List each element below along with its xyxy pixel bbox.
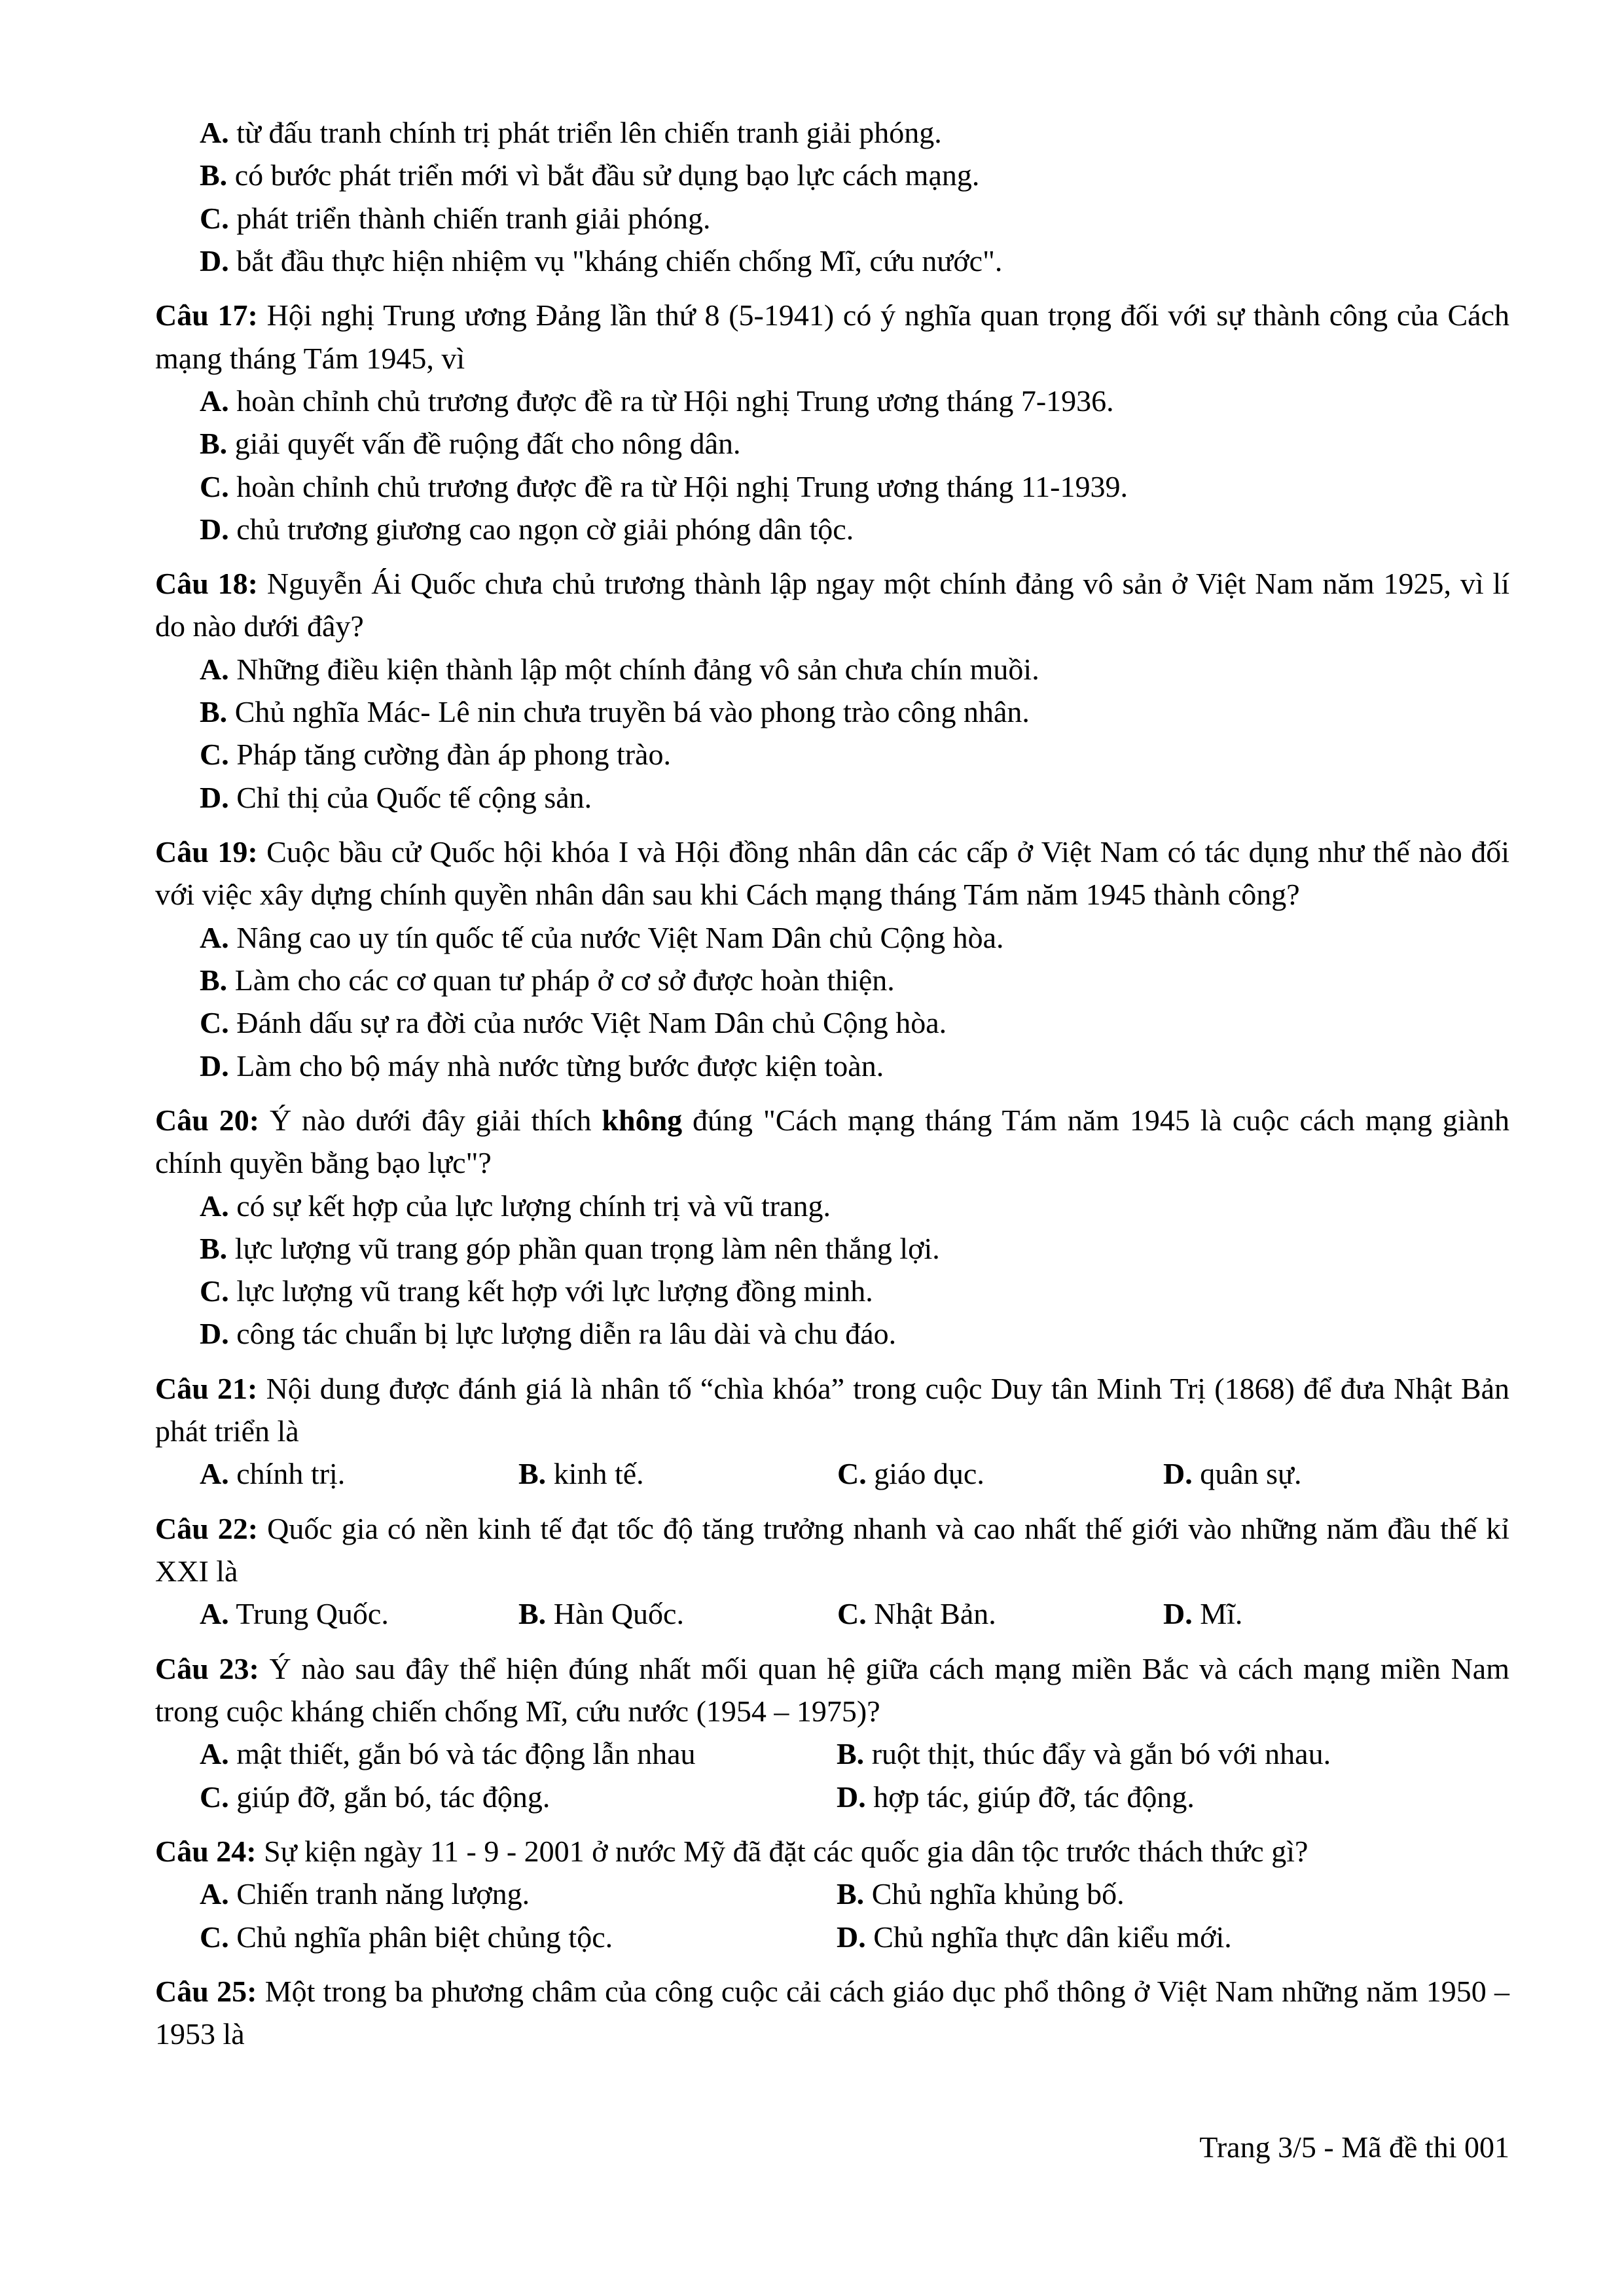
question-19	[155, 831, 1509, 1087]
option-a	[200, 1452, 518, 1495]
question-24	[155, 1830, 1509, 1958]
option-text: Nâng cao uy tín quốc tế của nước Việt Nam Dân chủ Cộng hòa.	[236, 920, 1004, 954]
option-a	[155, 111, 1509, 154]
option-label: A.	[200, 1597, 229, 1631]
option-label: D.	[200, 1317, 229, 1351]
option-label: D.	[200, 512, 229, 546]
question-stem-emphasis: không	[602, 1103, 683, 1137]
option-label: A.	[200, 384, 229, 418]
option-text: bắt đầu thực hiện nhiệm vụ "kháng chiến chống Mĩ, cứu nước".	[236, 243, 1003, 278]
option-c	[155, 1270, 1509, 1312]
option-label: A.	[200, 652, 229, 686]
option-label: C.	[200, 1920, 229, 1954]
question-stem	[155, 1507, 1509, 1593]
option-label: A.	[200, 1457, 229, 1491]
question-21	[155, 1367, 1509, 1496]
option-d	[155, 240, 1509, 282]
question-20	[155, 1099, 1509, 1355]
exam-page	[155, 111, 1509, 2055]
option-c	[837, 1592, 1163, 1635]
option-text: Chủ nghĩa khủng bố.	[871, 1877, 1125, 1911]
option-a	[200, 1873, 837, 1915]
option-label: A.	[200, 1877, 229, 1911]
option-c	[155, 197, 1509, 240]
question-stem-text: Ý nào sau đây thể hiện đúng nhất mối quan hệ giữa cách mạng miền Bắc và cách mạng miền Nam trong cuộc kháng chiến chống Mĩ, cứu nước (1954 – 1975)?	[155, 1651, 1509, 1728]
question-stem	[155, 1099, 1509, 1185]
question-number: Câu 24:	[155, 1834, 257, 1868]
option-b	[155, 691, 1509, 733]
question-stem-text: Cuộc bầu cử Quốc hội khóa I và Hội đồng nhân dân các cấp ở Việt Nam có tác dụng như thế nào đối với việc xây dựng chính quyền nhân dân sau khi Cách mạng tháng Tám năm 1945 thành công?	[155, 835, 1509, 912]
option-text: hợp tác, giúp đỡ, tác động.	[873, 1780, 1195, 1814]
option-label: C.	[837, 1457, 867, 1491]
question-stem	[155, 294, 1509, 380]
option-label: C.	[200, 1006, 229, 1040]
option-label: D.	[200, 1049, 229, 1083]
options-row	[155, 1592, 1509, 1635]
option-label: A.	[200, 1737, 229, 1771]
options-row	[155, 1452, 1509, 1495]
question-17	[155, 294, 1509, 550]
question-number: Câu 17:	[155, 298, 258, 332]
option-text: ruột thịt, thúc đẩy và gắn bó với nhau.	[871, 1737, 1331, 1771]
question-number: Câu 25:	[155, 1974, 257, 2008]
option-text: hoàn chỉnh chủ trương được đề ra từ Hội nghị Trung ương tháng 11-1939.	[236, 469, 1128, 503]
option-text: Trung Quốc.	[236, 1597, 389, 1631]
option-text: phát triển thành chiến tranh giải phóng.	[236, 201, 711, 235]
option-a	[155, 916, 1509, 959]
option-label: C.	[200, 738, 229, 772]
option-a	[200, 1732, 837, 1775]
option-text: giúp đỡ, gắn bó, tác động.	[236, 1780, 550, 1814]
option-label: B.	[200, 427, 228, 461]
option-text: Những điều kiện thành lập một chính đảng vô sản chưa chín muồi.	[236, 652, 1039, 686]
option-c	[837, 1452, 1163, 1495]
option-label: C.	[200, 201, 229, 235]
question-stem-text: Nguyễn Ái Quốc chưa chủ trương thành lập ngay một chính đảng vô sản ở Việt Nam năm 1925, vì lí do nào dưới đây?	[155, 567, 1510, 643]
option-text: Mĩ.	[1200, 1597, 1243, 1631]
question-stem-text: Quốc gia có nền kinh tế đạt tốc độ tăng trưởng nhanh và cao nhất thế giới vào những năm đầu thế kỉ XXI là	[155, 1511, 1510, 1588]
question-stem	[155, 562, 1509, 648]
option-label: D.	[200, 780, 229, 814]
option-label: D.	[837, 1780, 866, 1814]
option-text: kinh tế.	[553, 1457, 644, 1491]
question-22	[155, 1507, 1509, 1636]
option-label: B.	[200, 695, 228, 729]
question-stem	[155, 1830, 1509, 1873]
option-a	[155, 1185, 1509, 1227]
question-stem-text: Hội nghị Trung ương Đảng lần thứ 8 (5-1941) có ý nghĩa quan trọng đối với sự thành công của Cách mạng tháng Tám 1945, vì	[155, 298, 1510, 375]
option-c	[155, 1001, 1509, 1044]
option-text: chủ trương giương cao ngọn cờ giải phóng dân tộc.	[236, 512, 854, 546]
option-label: A.	[200, 116, 229, 149]
question-stem-text: Nội dung được đánh giá là nhân tố “chìa khóa” trong cuộc Duy tân Minh Trị (1868) để đưa Nhật Bản phát triển là	[155, 1371, 1510, 1448]
option-text: Chủ nghĩa Mác- Lê nin chưa truyền bá vào phong trào công nhân.	[234, 695, 1030, 729]
option-label: C.	[200, 469, 229, 503]
question-stem-text: Ý nào dưới đây giải thích	[269, 1103, 602, 1137]
option-d	[837, 1916, 1509, 1958]
option-label: C.	[200, 1274, 229, 1308]
option-text: có bước phát triển mới vì bắt đầu sử dụng bạo lực cách mạng.	[234, 158, 980, 192]
question-stem-text: Một trong ba phương châm của công cuộc cải cách giáo dục phổ thông ở Việt Nam những năm 1950 – 1953 là	[155, 1974, 1510, 2051]
question-stem	[155, 1367, 1509, 1453]
option-label: B.	[837, 1877, 865, 1911]
option-b	[518, 1592, 837, 1635]
option-a	[155, 648, 1509, 691]
question-16-options-continuation	[155, 111, 1509, 282]
question-number: Câu 18:	[155, 567, 258, 601]
page-footer: Trang 3/5 - Mã đề thi 001	[1199, 2130, 1509, 2164]
option-d	[1163, 1592, 1509, 1635]
option-a	[155, 380, 1509, 422]
options-row	[155, 1732, 1509, 1818]
option-b	[155, 1227, 1509, 1270]
option-b	[155, 154, 1509, 196]
question-stem	[155, 1970, 1509, 2056]
option-d	[155, 1312, 1509, 1355]
option-d	[155, 508, 1509, 550]
option-text: giáo dục.	[874, 1457, 984, 1491]
option-d	[1163, 1452, 1509, 1495]
option-d	[837, 1776, 1509, 1818]
question-stem-text: Sự kiện ngày 11 - 9 - 2001 ở nước Mỹ đã đặt các quốc gia dân tộc trước thách thức gì?	[264, 1834, 1308, 1868]
question-23	[155, 1647, 1509, 1818]
option-b	[837, 1732, 1509, 1775]
option-text: Pháp tăng cường đàn áp phong trào.	[236, 738, 671, 772]
option-text: từ đấu tranh chính trị phát triển lên chiến tranh giải phóng.	[236, 116, 942, 149]
option-text: lực lượng vũ trang kết hợp với lực lượng đồng minh.	[236, 1274, 873, 1308]
option-c	[155, 465, 1509, 508]
option-d	[155, 776, 1509, 819]
options-row	[155, 1873, 1509, 1958]
option-label: B.	[200, 158, 228, 192]
option-b	[155, 959, 1509, 1001]
option-text: Làm cho các cơ quan tư pháp ở cơ sở được hoàn thiện.	[234, 963, 895, 997]
option-b	[155, 422, 1509, 465]
question-stem	[155, 1647, 1509, 1733]
option-label: A.	[200, 1189, 229, 1223]
question-stem	[155, 831, 1509, 916]
option-text: quân sự.	[1200, 1457, 1302, 1491]
option-label: C.	[200, 1780, 229, 1814]
option-c	[200, 1776, 837, 1818]
option-label: A.	[200, 920, 229, 954]
option-b	[518, 1452, 837, 1495]
option-d	[155, 1045, 1509, 1087]
option-label: B.	[200, 963, 228, 997]
option-label: D.	[1163, 1597, 1193, 1631]
question-number: Câu 23:	[155, 1651, 259, 1685]
option-text: hoàn chỉnh chủ trương được đề ra từ Hội nghị Trung ương tháng 7-1936.	[236, 384, 1114, 418]
option-text: lực lượng vũ trang góp phần quan trọng làm nên thắng lợi.	[234, 1231, 940, 1265]
option-label: B.	[837, 1737, 865, 1771]
option-label: D.	[1163, 1457, 1193, 1491]
question-number: Câu 22:	[155, 1511, 259, 1545]
option-text: Chủ nghĩa thực dân kiểu mới.	[873, 1920, 1232, 1954]
question-number: Câu 20:	[155, 1103, 260, 1137]
option-text: Làm cho bộ máy nhà nước từng bước được kiện toàn.	[236, 1049, 884, 1083]
option-label: C.	[837, 1597, 867, 1631]
option-text: Hàn Quốc.	[553, 1597, 684, 1631]
option-b	[837, 1873, 1509, 1915]
option-text: Chỉ thị của Quốc tế cộng sản.	[236, 780, 592, 814]
option-a	[200, 1592, 518, 1635]
question-18	[155, 562, 1509, 819]
option-label: D.	[200, 243, 229, 278]
option-label: D.	[837, 1920, 866, 1954]
option-text: Đánh dấu sự ra đời của nước Việt Nam Dân chủ Cộng hòa.	[236, 1006, 947, 1040]
option-text: công tác chuẩn bị lực lượng diễn ra lâu dài và chu đáo.	[236, 1317, 897, 1351]
option-label: B.	[200, 1231, 228, 1265]
option-c	[200, 1916, 837, 1958]
option-label: B.	[518, 1597, 547, 1631]
question-number: Câu 21:	[155, 1371, 258, 1405]
option-c	[155, 733, 1509, 776]
option-text: Chiến tranh năng lượng.	[236, 1877, 530, 1911]
option-text: chính trị.	[236, 1457, 346, 1491]
option-text: mật thiết, gắn bó và tác động lẫn nhau	[236, 1737, 696, 1771]
option-text: có sự kết hợp của lực lượng chính trị và vũ trang.	[236, 1189, 831, 1223]
option-label: B.	[518, 1457, 547, 1491]
question-25	[155, 1970, 1509, 2056]
question-stem-text: đúng "Cách mạng tháng Tám năm 1945 là cuộc cách mạng giành chính quyền bằng bạo lực"?	[155, 1103, 1510, 1180]
option-text: giải quyết vấn đề ruộng đất cho nông dân.	[234, 427, 741, 461]
question-number: Câu 19:	[155, 835, 258, 869]
option-text: Nhật Bản.	[874, 1597, 996, 1631]
option-text: Chủ nghĩa phân biệt chủng tộc.	[236, 1920, 613, 1954]
